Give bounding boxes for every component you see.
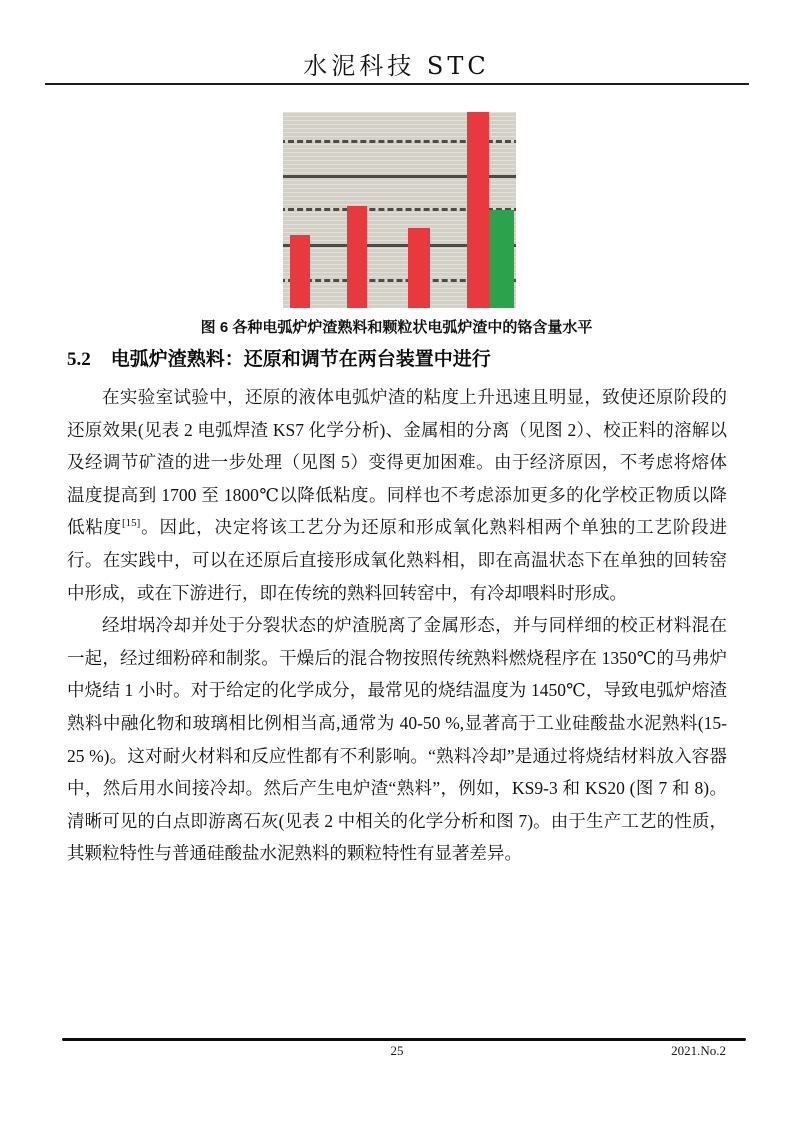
- paragraph-2: 经坩埚冷却并处于分裂状态的炉渣脱离了金属形态，并与同样细的校正材料混在一起，经过细粉碎和制浆。干燥后的混合物按照传统熟料燃烧程序在 1350℃的马弗炉中烧结 1 小时。对于给定的化学成分，最常见的烧结温度为 1450℃，导致电弧炉熔渣熟料中融化物和玻璃相比例相当高,通常为 40-50 %,显著高于工业硅酸盐水泥熟料(15-25 %)。这对耐火材料和反应性都有不利影响。“熟料冷却”是通过将烧结材料放入容器中，然后用水间接冷却。然后产生电炉渣“熟料”，例如，KS9-3 和 KS20 (图 7 和 8)。清晰可见的白点即游离石灰(见表 2 中相关的化学分析和图 7)。由于生产工艺的性质，其颗粒特性与普通硅酸盐水泥熟料的颗粒特性有显著差异。: [67, 615, 727, 864]
- figure-6-chart-image: [283, 112, 516, 308]
- paragraph-text: 。因此，决定将该工艺分为还原和形成氧化熟料相两个单独的工艺阶段进行。在实践中，可以在还原后直接形成氧化熟料相，即在高温状态下在单独的回转窑中形成，或在下游进行，即在传统的熟料回转窑中，有冷却喂料时形成。: [67, 517, 728, 603]
- header-rule: [45, 83, 749, 85]
- body-text: [67, 381, 727, 870]
- issue-number: 2021.No.2: [671, 1043, 726, 1058]
- chart-bar-1-red: [290, 235, 310, 308]
- page-number: 25: [390, 1043, 404, 1058]
- paragraph-1: [67, 381, 727, 609]
- citation-superscript: [15]: [122, 517, 141, 530]
- chart-bar-5-green: [489, 210, 513, 308]
- chart-bar-3-red: [408, 228, 430, 308]
- section-heading: [67, 344, 727, 371]
- section-number: 5.2: [67, 349, 91, 370]
- section-title: 电弧炉渣熟料：还原和调节在两台装置中进行: [110, 349, 491, 370]
- figure-caption: 图 6 各种电弧炉炉渣熟料和颗粒状电弧炉渣中的铬含量水平: [200, 319, 593, 336]
- chart-bar-2-red: [347, 206, 367, 308]
- chart-bar-4-red: [467, 112, 489, 308]
- footer-rule: [62, 1038, 746, 1041]
- journal-title: 水泥科技 STC: [303, 52, 490, 80]
- paragraph-text: 在实验室试验中，还原的液体电弧炉渣的粘度上升迅速且明显，致使还原阶段的还原效果(见表 2 电弧焊渣 KS7 化学分析)、金属相的分离（见图 2）、校正料的溶解以及经调节矿渣的进一步处理（见图 5）变得更加困难。由于经济原因，不考虑将熔体温度提高到 1700 至 1800℃以降低粘度。同样也不考虑添加更多的化学校正物质以降低粘度: [67, 387, 727, 538]
